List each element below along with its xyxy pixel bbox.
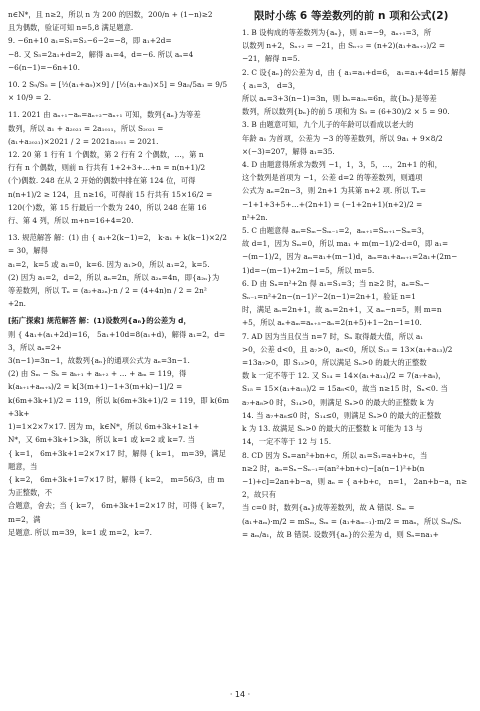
page-number: · 14 · [229,690,251,699]
text-line: (2) 由 Sₘ − Sₖ = aₖ₊₁ + aₖ₊₂ + … + aₘ = 119，得 [8,369,187,379]
text-line: 年龄 a₁ 为首项，公差为 −3 的等差数列，所以 9a₁ + 9×8/2 [242,133,443,143]
text-line: 1. B 设构成的等差数列为{aₙ}，则 a₁=−9，aₙ₊₁=3，所 [242,28,432,37]
text-line: 故 d=1，因为 Sₘ=0，所以 ma₁ + m(m−1)/2·d=0，即 a₁= [242,239,449,249]
text-line: 当 c=0 时，数列{aₙ}成等差数列，故 A 错误. Sₘ = [242,503,415,513]
text-line: n²+2n. [242,212,268,222]
text-line: 4. D 由题意得所求为数列 −1，1，3，5，…，2n+1 的和， [242,160,442,170]
text-line: 公式为 aₙ=2n−3，则 2n+1 为其第 n+2 项. 所以 Tₙ= [242,186,427,196]
text-line: 数列，所以 a₁ + a₂₀₂₁ = 2a₁₀₁₁，所以 S₂₀₂₁ = [8,123,164,133]
text-line: 8. CD 因为 Sₙ=an²+bn+c，所以 a₁=S₁=a+b+c，当 [242,450,428,460]
text-line: −21，解得 n=5. [242,54,300,64]
text-line: 行、第 4 列，所以 m+n=16+4=20. [8,216,134,226]
text-line: 13. 规范解答 解：(1) 由 { a₁+2(k−1)=2， k·a₁ + k(k−1)×2/2 = 30，解得 [8,233,227,256]
text-line: 12. 20 第 1 行有 1 个偶数，第 2 行有 2 个偶数，…，第 n [8,150,204,160]
text-line: { k=1， 6m+3k+1=2×7×17 时，解得 { k=1， m=39，满足题意，当 [8,448,227,471]
text-line: n(n+1)/2 ≥ 124，且 n≥16，可得前 15 行共有 15×16/2 = [8,189,213,199]
text-line: −1+1+3+5+…+(2n+1) = (−1+2n+1)(n+2)/2 = [242,199,423,209]
text-line: 这个数列是首项为 −1，公差 d=2 的等差数列，则通项 [242,173,423,183]
text-line: a₁=2，k=5 或 a₁=0，k=6. 因为 a₁>0，所以 a₁=2，k=5. [8,259,210,269]
text-line: 6. D 由 Sₙ=n²+2n 得 a₁=S₁=3；当 n≥2 时，aₙ=Sₙ− [242,278,430,288]
text-line: 3. B 由题意可知，九个儿子的年龄可以看成以老大的 [242,120,414,130]
text-line: 10. 2 S₉/S₅ = [½(a₁+a₉)×9] / [½(a₁+a₅)×5] = 9a₅/5a₃ = 9/5 × 10/9 = 2. [8,80,228,103]
text-line: n≥2 时，aₙ=Sₙ−Sₙ₋₁=(an²+bn+c)−[a(n−1)²+b(n [242,463,425,473]
text-line: −(m−1)/2，因为 aₘ=a₁+(m−1)d，aₘ=a₁+aₘ₊₁=2a₁+(2m− [242,252,458,262]
text-line: 11. 2021 由 aₙ₊₁−aₙ=aₙ₊₂−aₙ₊₁ 可知，数列{aₙ}为等差 [8,110,201,120]
text-line: 且为偶数，验证可知 n=5,8 满足题意. [8,23,134,33]
text-line: 1)=1×2×7×17. 因为 m，k∈N*，所以 6m+3k+1≥1+ [8,422,200,432]
text-line: 9. −6n+10 a₁=S₁=S₂−6−2=−8，即 a₁+2d= [8,36,172,46]
text-line: 合题意，舍去；当 { k=7， 6m+3k+1=2×17 时，可得 { k=7， m=2，满 [8,501,230,524]
text-line: Sₙ₋₁=n²+2n−(n−1)²−2(n−1)=2n+1，验证 n=1 [242,292,416,302]
text-line: 14. 当 a₇+a₈≤0 时，S₁₄≤0，则满足 Sₙ>0 的最大的正整数 [242,410,442,420]
section-title: 限时小练 6 等差数列的前 n 项和公式(2) [254,10,449,22]
text-line: (a₁+aₘ)·m/2 = mSₘ, Sₘ = (a₁+aₘ₋₁)·m/2 = maₙ，所以 Sₘ/Sₙ [242,516,462,526]
text-line: { k=2， 6m+3k+1=7×17 时，解得 { k=2， m=56/3，由 m 为正整数，不 [8,474,225,498]
text-line: ×(−3)=207，解得 a₁=35. [242,146,335,156]
text-line: (个)偶数. 248 在从 2 开始的偶数中排在第 124 位，可得 [8,176,196,186]
text-line: +2n. [8,299,26,309]
text-line: 时，满足 aₙ=2n+1，故 aₙ=2n+1，又 aₘ−n=5，则 m=n [242,305,442,315]
text-line: 7. AD 因为当且仅当 n=7 时，Sₙ 取得最大值，所以 a₁ [242,331,424,341]
text-line: 等差数列，所以 Tₙ = (a₂+a₂ₙ)·n / 2 = (4+4n)n / 2 = 2n² [8,286,207,296]
text-line: =13a₇>0，即 S₁₃>0，所以满足 Sₙ>0 的最大的正整数 [242,358,427,368]
text-line: n∈N*，且 n≥2，所以 n 为 200 的因数，200/n + (1−n)≥2 [8,10,213,19]
text-line: 120(个)数，第 15 行最后一个数为 240，所以 248 在第 16 [8,202,207,212]
text-line: = aₘ/a₁，故 B 错误. 设数列{aₙ}的公差为 d，则 Sₙ=na₁+ [242,529,439,539]
text-line: +5，所以 aₙ+aₘ=aₙ₊₅−aₙ=2(n+5)+1−2n−1=10. [242,318,422,328]
text-line: k 为 13. 故满足 Sₙ>0 的最大的正整数 k 可能为 13 与 [242,424,423,434]
left-column [8,8,232,539]
text-line: −1)+c]=2an+b−a，则 aₙ = { a+b+c， n=1， 2an+b−a，n≥2，故只有 [242,476,468,500]
text-line: 足题意. 所以 m=39，k=1 或 m=2，k=7. [8,527,152,537]
text-line: 行有 n 个偶数，则前 n 行共有 1+2+3+…+n = n(n+1)/2 [8,163,206,173]
text-line: S₁₅ = 15×(a₁+a₁₅)/2 = 15a₈<0，故当 n≥15 时，Sₙ<0. 当 [242,384,448,394]
text-line: >0，公差 d<0，且 a₇>0，a₈<0，所以 S₁₃ = 13×(a₁+a₁₃)/2 [242,344,453,354]
text-line: 所以 aₙ=3+3(n−1)=3n，则 bₙ=a₂ₙ=6n，故{bₙ}是等差 [242,94,437,104]
text-line: 1)d=−(m−1)+2m−1=5，所以 m=5. [242,265,375,275]
text-line: k(aₖ₊₁+aₘ₊ₖ)/2 = k[3(m+1)−1+3(m+k)−1]/2 = [8,382,183,392]
text-line: 14，一定不等于 12 与 15. [242,437,332,447]
text-line: −8. 又 S₅=2a₁+d=2，解得 a₁=4，d=−6. 所以 aₙ=4 [8,49,194,59]
text-line: N*，又 6m+3k+1>3k，所以 k=1 或 k=2 或 k=7. 当 [8,435,196,445]
text-line: (a₁+a₂₀₂₁)×2021 / 2 = 2021a₁₀₁₁ = 2021. [8,136,159,146]
text-line: a₇+a₈>0 时，S₁₄>0，则满足 Sₙ>0 的最大的正整数 k 为 [242,397,434,407]
text-line: 则 { 4a₁+(a₁+2d)=16， 5a₁+10d=8(a₁+d)，解得 a₁=2，d=3，所以 aₙ=2+ [8,329,226,352]
text-line: (2) 因为 a₁=2，d=2，所以 aₙ=2n，所以 a₂ₙ=4n，即{a₂ₙ}为 [8,272,220,282]
text-line: [拓广探索] 规范解答 解：(1)设数列{aₙ}的公差为 d， [8,316,191,326]
text-line: 5. C 由题意得 aₘ=Sₘ−Sₘ₋₁=2，aₘ₊₁=Sₘ₊₁−Sₘ=3， [242,226,430,236]
text-line: 2. C 设{aₙ}的公差为 d，由 { a₁=a₁+d=6， a₁=a₁+4d=15 解得 { a₁=3， d=3， [242,67,466,90]
right-column [242,8,472,541]
text-line: k(6m+3k+1)/2 = 119，所以 k(6m+3k+1)/2 = 119，即 k(6m+3k+ [8,395,230,418]
text-line: 以数列 n+2，Sₙ₊₂ = −21，由 Sₙ₊₂ = (n+2)(a₁+aₙ₊₂)/2 = [242,41,445,51]
text-line: 数列，所以数列{bₙ}的前 5 项和为 S₅ = (6+30)/2 × 5 = 90. [242,107,450,117]
text-line: 3(n−1)=3n−1，故数列{aₙ}的通项公式为 aₙ=3n−1. [8,356,190,366]
text-line: −6(n−1)=−6n+10. [8,62,80,72]
text-line: 数 k 一定不等于 12. 又 S₁₄ = 14×(a₁+a₁₄)/2 = 7(a₇+a₈)， [242,371,446,381]
